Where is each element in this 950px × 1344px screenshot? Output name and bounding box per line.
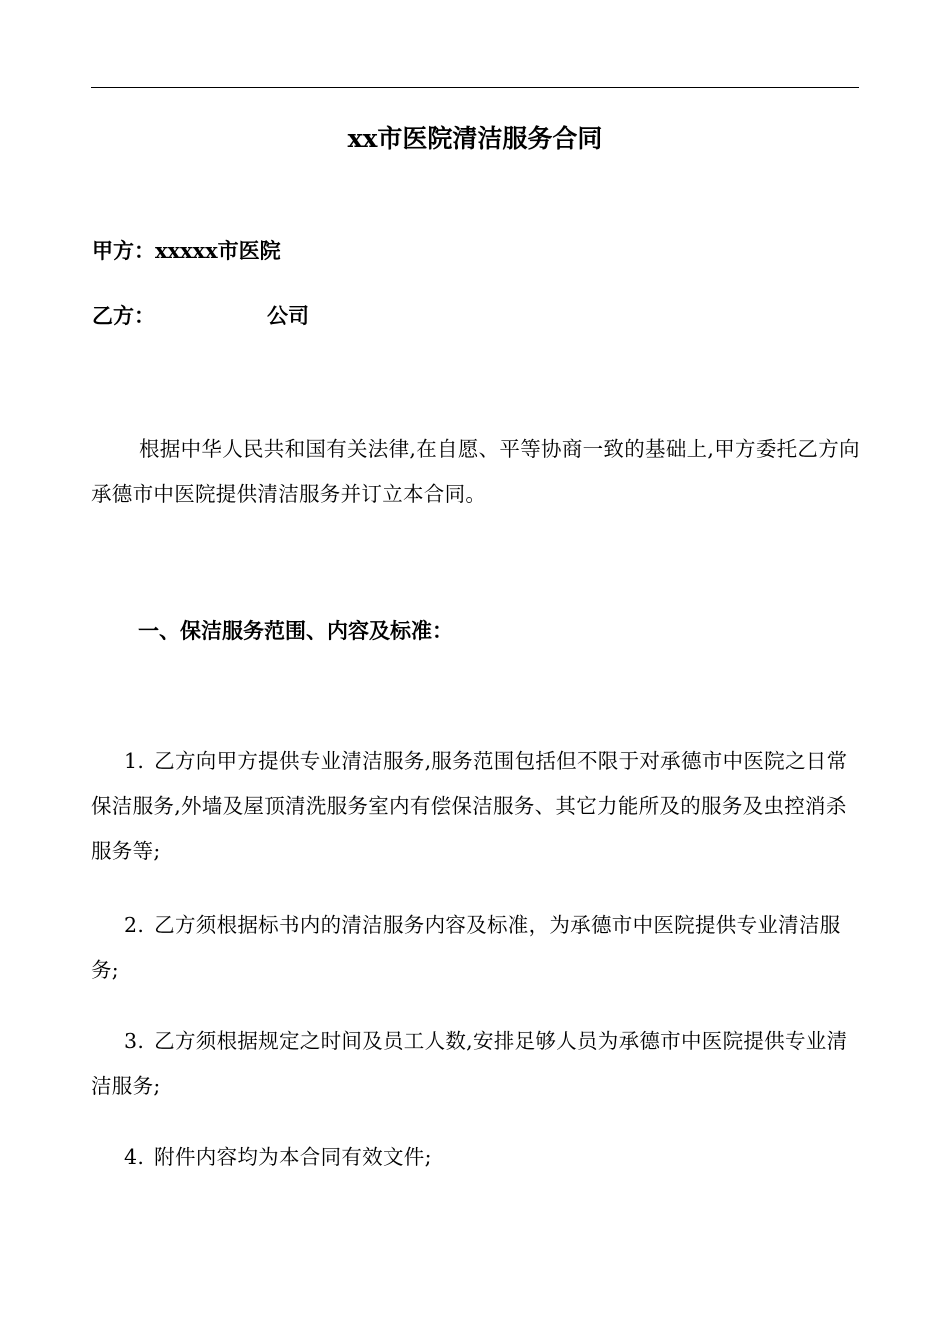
header-rule [91, 87, 859, 88]
party-a-name: xxxxx市医院 [155, 238, 281, 263]
clause-4 [91, 1135, 860, 1180]
intro-paragraph: 根据中华人民共和国有关法律,在自愿、平等协商一致的基础上,甲方委托乙方向承德市中医院提供清洁服务并订立本合同。 [91, 437, 860, 506]
clause-text: 附件内容均为本合同有效文件; [154, 1145, 432, 1169]
clause-number: 4. [124, 1145, 145, 1169]
clause-number: 2. [124, 913, 145, 937]
clause-text: 乙方向甲方提供专业清洁服务,服务范围包括但不限于对承德市中医院之日常保洁服务,外墙及屋顶清洗服务室内有偿保洁服务、其它力能所及的服务及虫控消杀服务等; [91, 749, 848, 863]
clause-text: 乙方须根据标书内的清洁服务内容及标准，为承德市中医院提供专业清洁服务; [91, 913, 841, 982]
section-heading: 一、保洁服务范围、内容及标准： [138, 618, 453, 643]
clause-1 [91, 739, 860, 874]
clause-2 [91, 903, 860, 993]
document-title: xx市医院清洁服务合同 [347, 124, 603, 153]
party-a-line [92, 234, 281, 268]
party-b-line [92, 299, 309, 333]
clause-3 [91, 1019, 860, 1109]
clause-number: 1. [124, 749, 145, 773]
party-b-label: 乙方： [92, 303, 155, 328]
party-a-label: 甲方： [92, 238, 155, 263]
party-b-name: 公司 [267, 303, 309, 328]
clause-text: 乙方须根据规定之时间及员工人数,安排足够人员为承德市中医院提供专业清洁服务; [91, 1029, 848, 1098]
clause-number: 3. [124, 1029, 145, 1053]
